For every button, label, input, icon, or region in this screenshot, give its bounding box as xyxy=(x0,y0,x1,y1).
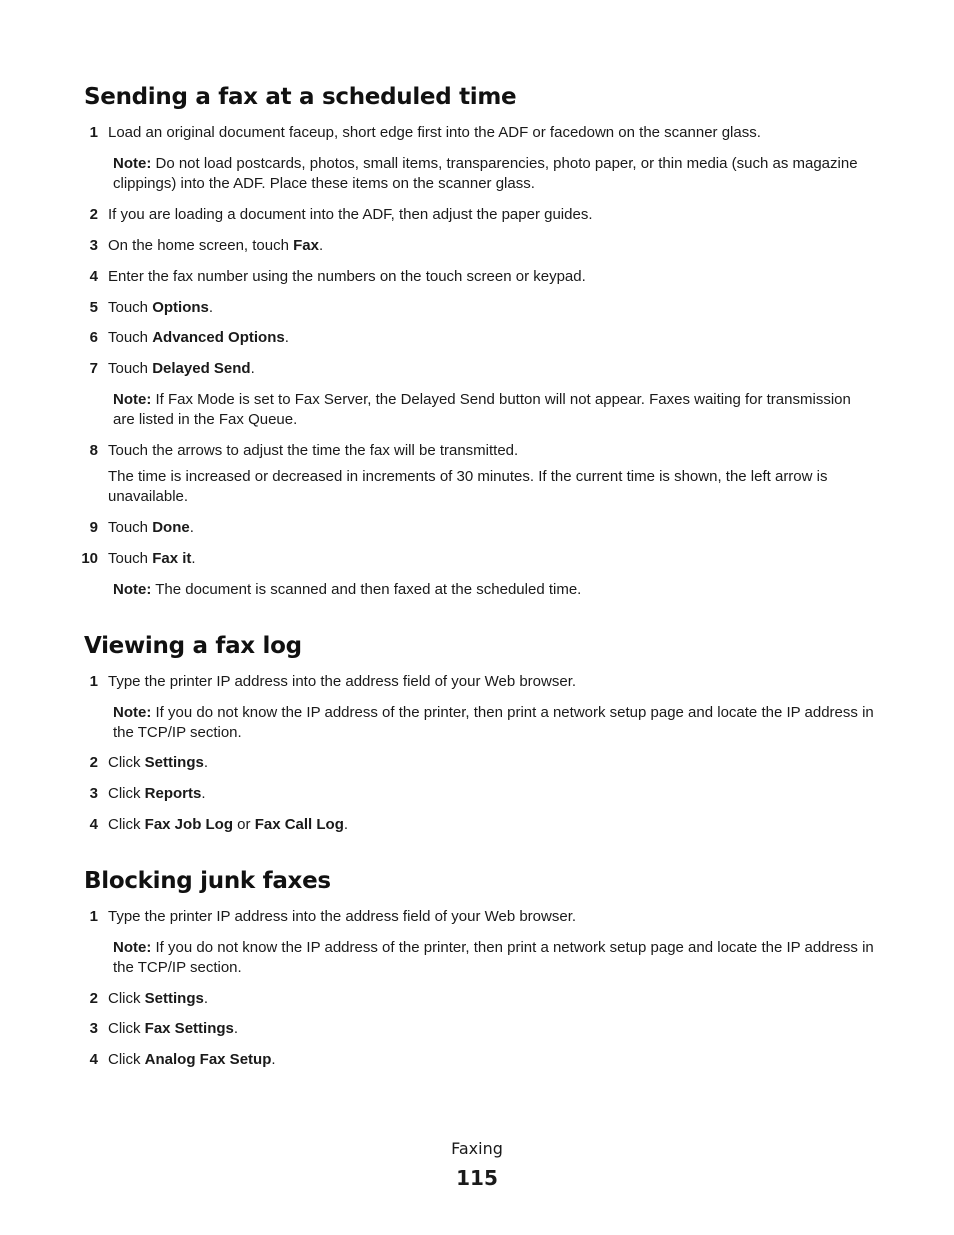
step-text: Click Settings. xyxy=(108,754,209,771)
page-number: 115 xyxy=(456,1166,498,1190)
footer-chapter-label: Faxing xyxy=(451,1139,503,1158)
note-text: If you do not know the IP address of the printer, then print a network setup page and locate the IP address in the TCP/IP section. xyxy=(113,704,874,741)
step-number: 3 xyxy=(89,785,98,802)
step-number: 4 xyxy=(89,268,98,285)
note-text: If you do not know the IP address of the printer, then print a network setup page and locate the IP address in the TCP/IP section. xyxy=(113,939,874,976)
step-text: Click Fax Settings. xyxy=(108,1020,239,1037)
step-text: Enter the fax number using the numbers on the touch screen or keypad. xyxy=(108,268,586,285)
note xyxy=(113,390,875,430)
step-number: 2 xyxy=(89,754,98,771)
step-text: Touch the arrows to adjust the time the fax will be transmitted. xyxy=(108,442,519,459)
note-text: The document is scanned and then faxed at the scheduled time. xyxy=(151,581,582,598)
note-label: Note: xyxy=(113,581,152,598)
step-number: 5 xyxy=(89,299,98,316)
note xyxy=(113,580,875,600)
note-text: Do not load postcards, photos, small items, transparencies, photo paper, or thin media (such as magazine clippings) into the ADF. Place these items on the scanner glass. xyxy=(113,155,858,192)
step-number: 1 xyxy=(89,673,98,690)
step-detail-paragraph: The time is increased or decreased in increments of 30 minutes. If the current time is shown, the left arrow is unavailable. xyxy=(108,468,828,505)
step-number: 1 xyxy=(89,908,98,925)
step-number: 2 xyxy=(89,206,98,223)
note xyxy=(113,703,875,743)
note-text: If Fax Mode is set to Fax Server, the Delayed Send button will not appear. Faxes waiting for transmission are listed in the Fax Queue. xyxy=(113,391,851,428)
step-text: Touch Options. xyxy=(108,299,214,316)
section-title-scheduled-fax: Sending a fax at a scheduled time xyxy=(84,84,517,110)
section-title-fax-log: Viewing a fax log xyxy=(84,633,302,659)
step-text: Touch Fax it. xyxy=(108,550,196,567)
note xyxy=(113,938,875,978)
step-number: 4 xyxy=(89,816,98,833)
note xyxy=(113,154,875,194)
note-label: Note: xyxy=(113,939,152,956)
note-label: Note: xyxy=(113,155,152,172)
step-number: 2 xyxy=(89,990,98,1007)
step-number: 6 xyxy=(89,329,98,346)
step-number: 7 xyxy=(89,360,98,377)
step-text: If you are loading a document into the ADF, then adjust the paper guides. xyxy=(108,206,593,223)
step-text: Touch Advanced Options. xyxy=(108,329,289,346)
step-text: Load an original document faceup, short edge first into the ADF or facedown on the scanner glass. xyxy=(108,124,761,141)
note-label: Note: xyxy=(113,391,152,408)
step-text: Touch Delayed Send. xyxy=(108,360,255,377)
section-title-junk-faxes: Blocking junk faxes xyxy=(84,868,331,894)
step-text: Click Fax Job Log or Fax Call Log. xyxy=(108,816,349,833)
step-text: Click Analog Fax Setup. xyxy=(108,1051,276,1068)
step-text: Type the printer IP address into the address field of your Web browser. xyxy=(108,908,577,925)
step-text: Touch Done. xyxy=(108,519,194,536)
step-number: 4 xyxy=(89,1051,98,1068)
note-label: Note: xyxy=(113,704,152,721)
step-text: Click Settings. xyxy=(108,990,209,1007)
step-text: On the home screen, touch Fax. xyxy=(108,237,324,254)
step-text: Type the printer IP address into the address field of your Web browser. xyxy=(108,673,577,690)
step-number: 3 xyxy=(89,237,98,254)
step-text: Click Reports. xyxy=(108,785,206,802)
step-number: 1 xyxy=(89,124,98,141)
step-number: 10 xyxy=(81,550,98,567)
step-number: 8 xyxy=(89,442,98,459)
step-number: 9 xyxy=(89,519,98,536)
step-number: 3 xyxy=(89,1020,98,1037)
